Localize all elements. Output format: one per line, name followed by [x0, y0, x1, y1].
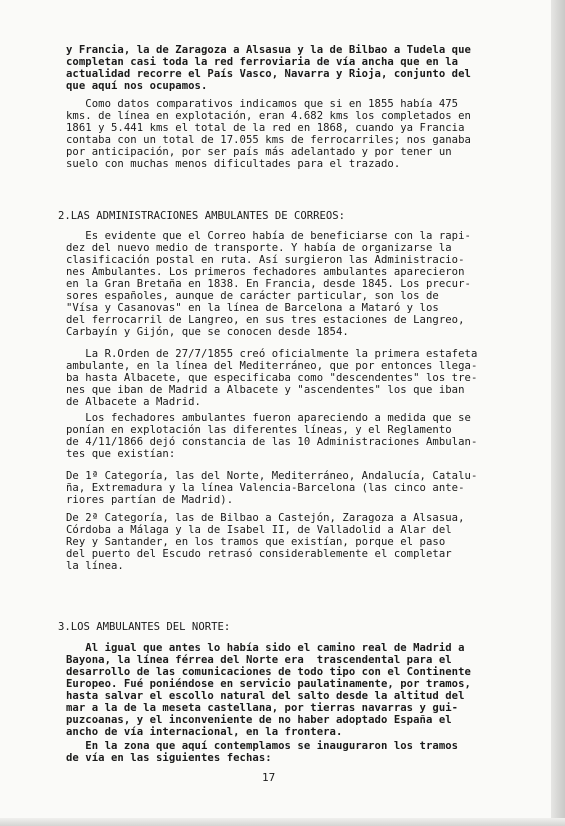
page-edge-shadow: [551, 0, 565, 826]
paragraph-railway-network: y Francia, la de Zaragoza a Alsasua y la de Bilbao a Tudela que completan casi toda la red ferroviaria de vía ancha que en la actualidad recorre el País Vasco, Navarra y Rioja, conjunto del que aquí nos ocupamos.: [66, 44, 471, 92]
paragraph-royal-order: La R.Orden de 27/7/1855 creó oficialmente la primera estafeta ambulante, en la línea del Mediterráneo, que por entonces llega- ba hasta Albacete, que especificaba como "descendentes" los tre- nes que iban de Madrid a Albacete y "ascendentes" los que iban de Albacete a Madrid.: [66, 348, 478, 408]
paragraph-reglamento: Los fechadores ambulantes fueron apareciendo a medida que se ponían en explotación las diferentes líneas, y el Reglamento de 4/11/1866 dejó constancia de las 10 Administraciones Ambulan- tes que existían:: [66, 412, 478, 460]
paragraph-comparative-data: Como datos comparativos indicamos que si en 1855 había 475 kms. de línea en explotación, eran 4.682 kms los completados en 1861 y 5.441 kms el total de la red en 1868, cuando ya Francia contaba con un total de 17.055 kms de ferrocarriles; nos ganaba por anticipación, por ser país más adelantado y por tener un suelo con muchas menos dificultades para el trazado.: [66, 98, 471, 170]
page-bottom-shadow: [0, 818, 565, 826]
section-heading-3: 3.LOS AMBULANTES DEL NORTE:: [58, 621, 231, 633]
section-heading-2: 2.LAS ADMINISTRACIONES AMBULANTES DE CORREOS:: [58, 210, 346, 222]
paragraph-ambulant-origins: Es evidente que el Correo había de beneficiarse con la rapi- dez del nuevo medio de transporte. Y había de organizarse la clasificación postal en ruta. Así surgieron las Administracio- nes Ambulantes. Los primeros fechadores ambulantes aparecieron en la Gran Bretaña en 1838. En Francia, desde 1845. Los precur- sores españoles, aunque de carácter particular, son los de "Vísa y Casanovas" en la línea de Barcelona a Mataró y los del ferrocarril de Langreo, en sus tres estaciones de Langreo, Carbayín y Gijón, que se conocen desde 1854.: [66, 230, 471, 338]
paragraph-inauguration-dates: En la zona que aquí contemplamos se inauguraron los tramos de vía en las siguientes fechas:: [66, 740, 459, 764]
page-number: 17: [262, 771, 276, 784]
paragraph-first-category: De 1ª Categoría, las del Norte, Mediterráneo, Andalucía, Catalu- ña, Extremadura y la línea Valencia-Barcelona (las cinco ante- riores partían de Madrid).: [66, 470, 478, 506]
paragraph-norte-line: Al igual que antes lo había sido el camino real de Madrid a Bayona, la línea férrea del Norte era trascendental para el desarrollo de las comunicaciones de todo tipo con el Continente Europeo. Fué poniéndose en servicio paulatinamente, por tramos, hasta salvar el escollo natural del salto desde la altitud del mar a la de la meseta castellana, por tierras navarras y gui- puzcoanas, y el inconveniente de no haber adoptado España el ancho de vía internacional, en la frontera.: [66, 642, 471, 738]
paragraph-second-category: De 2ª Categoría, las de Bilbao a Castejón, Zaragoza a Alsasua, Córdoba a Málaga y la de Isabel II, de Valladolid a Alar del Rey y Santander, en los tramos que existían, porque el paso del puerto del Escudo retrasó considerablemente el completar la línea.: [66, 512, 465, 572]
